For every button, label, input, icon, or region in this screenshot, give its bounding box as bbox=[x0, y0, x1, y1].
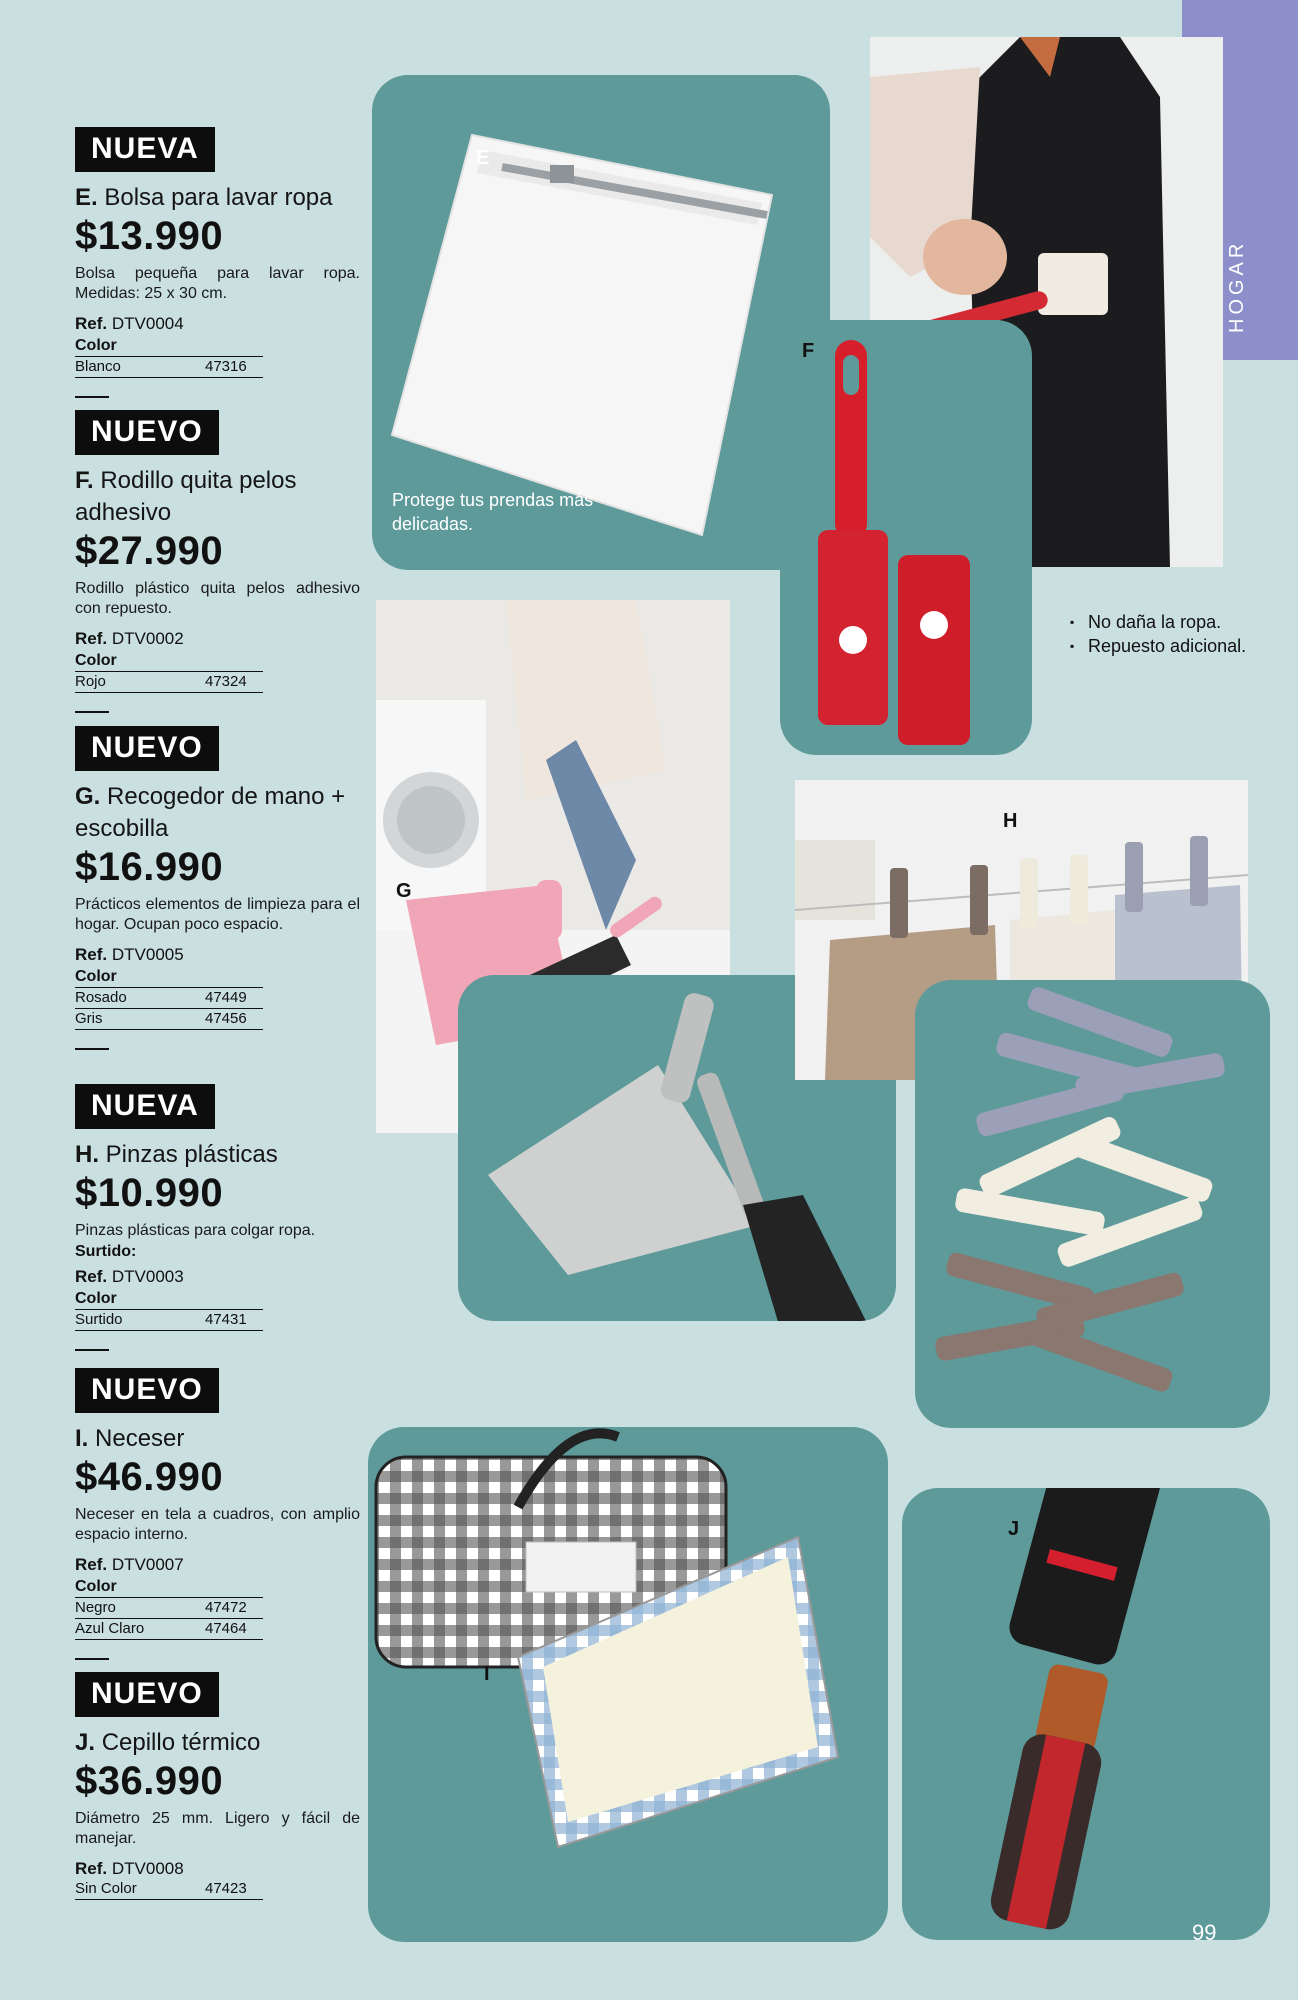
product-letter: F. bbox=[75, 467, 94, 494]
divider bbox=[75, 1048, 109, 1050]
product-description: Bolsa pequeña para lavar ropa. Medidas: 25 x 30 cm. bbox=[75, 265, 360, 302]
photo-label-h: H bbox=[1003, 810, 1018, 832]
new-badge: NUEVA bbox=[75, 1084, 215, 1129]
ref-label: Ref. bbox=[75, 945, 108, 964]
color-row bbox=[75, 1009, 263, 1030]
ref-label: Ref. bbox=[75, 1859, 108, 1878]
lint-roller-illustration bbox=[780, 320, 1032, 755]
product-name: Rodillo quita pelos adhesivo bbox=[75, 467, 297, 526]
product-letter: G. bbox=[75, 783, 101, 810]
clothespins-pile-illustration bbox=[915, 980, 1270, 1428]
bullet-item: ▪ Repuesto adicional. bbox=[1070, 634, 1246, 658]
caption-e: Protege tus prendas más delicadas. bbox=[392, 490, 594, 534]
product-f bbox=[75, 410, 360, 713]
product-letter: E. bbox=[75, 184, 98, 211]
divider bbox=[75, 1658, 109, 1660]
ref-label: Ref. bbox=[75, 1555, 108, 1574]
color-name: Surtido bbox=[75, 1311, 123, 1328]
product-description: Pinzas plásticas para colgar ropa. bbox=[75, 1222, 316, 1239]
color-row bbox=[75, 357, 263, 378]
color-row bbox=[75, 1879, 263, 1900]
product-description: Prácticos elementos de limpieza para el hogar. Ocupan poco espacio. bbox=[75, 896, 360, 933]
product-j bbox=[75, 1672, 360, 1900]
product-title bbox=[75, 1727, 360, 1759]
product-ref bbox=[75, 314, 360, 334]
color-name: Azul Claro bbox=[75, 1620, 145, 1637]
product-letter: I. bbox=[75, 1425, 89, 1452]
product-ref bbox=[75, 945, 360, 965]
color-name: Rosado bbox=[75, 989, 127, 1006]
product-name: Recogedor de mano + escobilla bbox=[75, 783, 346, 842]
ref-label: Ref. bbox=[75, 1267, 108, 1286]
color-label: Color bbox=[75, 967, 263, 988]
color-name: Rojo bbox=[75, 673, 106, 690]
color-row bbox=[75, 1598, 263, 1619]
product-description: Neceser en tela a cuadros, con amplio espacio interno. bbox=[75, 1506, 360, 1543]
product-name: Pinzas plásticas bbox=[105, 1141, 278, 1168]
product-title bbox=[75, 1139, 360, 1171]
product-title bbox=[75, 1423, 360, 1455]
product-h bbox=[75, 1084, 360, 1351]
photo-label-f: F bbox=[802, 340, 815, 362]
color-row bbox=[75, 1310, 263, 1331]
color-name: Gris bbox=[75, 1010, 103, 1027]
new-badge: NUEVO bbox=[75, 726, 219, 771]
divider bbox=[75, 1349, 109, 1351]
color-code: 47472 bbox=[205, 1599, 247, 1616]
photo-label-g: G bbox=[396, 880, 412, 902]
product-name: Cepillo térmico bbox=[101, 1729, 261, 1756]
new-badge: NUEVO bbox=[75, 410, 219, 455]
photo-label-i: I bbox=[484, 1663, 490, 1685]
product-title bbox=[75, 465, 360, 529]
product-ref bbox=[75, 629, 360, 649]
panel-h-pins bbox=[915, 980, 1270, 1428]
product-g bbox=[75, 726, 360, 1050]
color-code: 47449 bbox=[205, 989, 247, 1006]
product-price: $46.990 bbox=[75, 1455, 224, 1499]
ref-code: DTV0002 bbox=[111, 629, 184, 648]
color-code: 47316 bbox=[205, 358, 247, 375]
ref-label: Ref. bbox=[75, 314, 108, 333]
color-code: 47456 bbox=[205, 1010, 247, 1027]
new-badge: NUEVO bbox=[75, 1672, 219, 1717]
color-label: Color bbox=[75, 651, 263, 672]
color-label: Color bbox=[75, 336, 263, 357]
ref-code: DTV0008 bbox=[111, 1859, 184, 1878]
color-name: Negro bbox=[75, 1599, 116, 1616]
toiletry-bag-illustration bbox=[368, 1427, 888, 1942]
product-price: $27.990 bbox=[75, 529, 224, 573]
product-name: Bolsa para lavar ropa bbox=[104, 184, 333, 211]
color-name: Sin Color bbox=[75, 1880, 137, 1897]
product-title bbox=[75, 781, 360, 845]
product-description: Diámetro 25 mm. Ligero y fácil de manejar. bbox=[75, 1810, 360, 1847]
color-row bbox=[75, 672, 263, 693]
product-description: Rodillo plástico quita pelos adhesivo con repuesto. bbox=[75, 580, 360, 617]
new-badge: NUEVO bbox=[75, 1368, 219, 1413]
ref-code: DTV0005 bbox=[111, 945, 184, 964]
product-name: Neceser bbox=[95, 1425, 185, 1452]
product-title bbox=[75, 182, 360, 214]
color-row bbox=[75, 988, 263, 1009]
product-letter: H. bbox=[75, 1141, 99, 1168]
color-row bbox=[75, 1619, 263, 1640]
color-name: Blanco bbox=[75, 358, 121, 375]
color-label: Color bbox=[75, 1577, 263, 1598]
product-assortment: Surtido: bbox=[75, 1243, 137, 1260]
product-i bbox=[75, 1368, 360, 1660]
product-price: $10.990 bbox=[75, 1171, 224, 1215]
product-price: $36.990 bbox=[75, 1759, 224, 1803]
panel-i bbox=[368, 1427, 888, 1942]
section-tab-label: HOGAR bbox=[1226, 239, 1248, 333]
product-ref bbox=[75, 1555, 360, 1575]
divider bbox=[75, 396, 109, 398]
ref-code: DTV0003 bbox=[111, 1267, 184, 1286]
product-ref bbox=[75, 1267, 360, 1287]
product-letter: J. bbox=[75, 1729, 96, 1756]
color-code: 47324 bbox=[205, 673, 247, 690]
divider bbox=[75, 711, 109, 713]
product-price: $13.990 bbox=[75, 214, 224, 258]
ref-code: DTV0007 bbox=[111, 1555, 184, 1574]
photo-label-j: J bbox=[1008, 1518, 1020, 1540]
color-label: Color bbox=[75, 1289, 263, 1310]
page-number: 99 bbox=[1192, 1920, 1217, 1945]
new-badge: NUEVA bbox=[75, 127, 215, 172]
feature-bullets bbox=[1070, 610, 1246, 658]
panel-j bbox=[902, 1488, 1270, 1940]
color-code: 47431 bbox=[205, 1311, 247, 1328]
product-e bbox=[75, 127, 360, 398]
bullet-item: ▪ No daña la ropa. bbox=[1070, 610, 1246, 634]
color-code: 47423 bbox=[205, 1880, 247, 1897]
round-brush-illustration bbox=[902, 1488, 1270, 1940]
ref-code: DTV0004 bbox=[111, 314, 184, 333]
ref-label: Ref. bbox=[75, 629, 108, 648]
panel-f bbox=[780, 320, 1032, 755]
color-code: 47464 bbox=[205, 1620, 247, 1637]
product-price: $16.990 bbox=[75, 845, 224, 889]
product-ref bbox=[75, 1859, 360, 1879]
photo-label-e: E bbox=[476, 147, 490, 169]
